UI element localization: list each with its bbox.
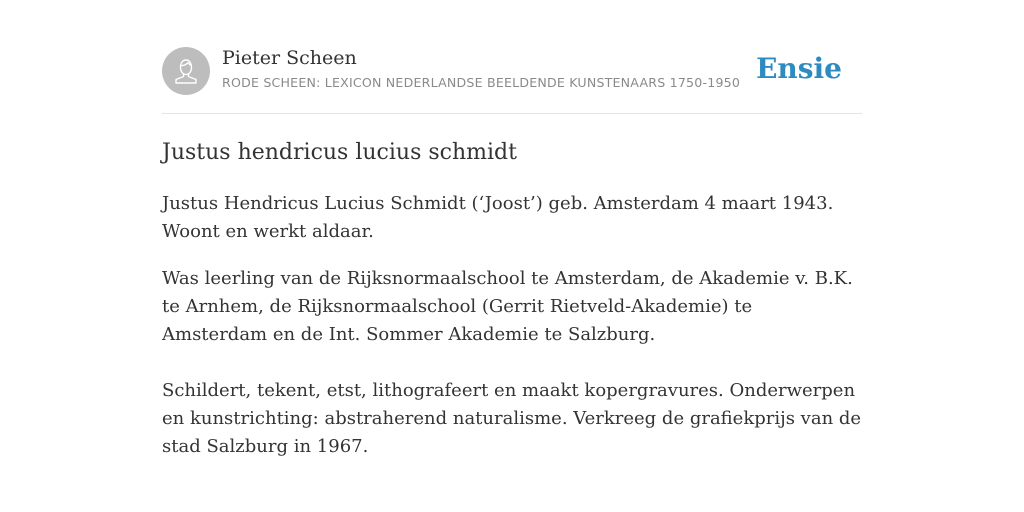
article-header [162,0,862,114]
article-card [162,0,862,457]
author-name[interactable]: Pieter Scheen [222,47,357,69]
author-avatar[interactable] [162,47,210,95]
paragraph: Was leerling van de Rijksnormaalschool te Amsterdam, de Akademie v. B.K. te Arnhem, de Rijksnormaalschool (Gerrit Rietveld-Akademie) te Amsterdam en de Int. Sommer Akademie te Salzburg. [162,268,853,345]
article-title: Justus hendricus lucius schmidt [162,140,517,165]
paragraph: Schildert, tekent, etst, lithografeert en maakt kopergravures. Onderwerpen en kunstrichting: abstraherend naturalisme. Verkreeg de grafiekprijs van de stad Salzburg in 1967. [162,380,862,457]
paragraph: Justus Hendricus Lucius Schmidt (‘Joost’) geb. Amsterdam 4 maart 1943. Woont en werkt aldaar. [162,193,834,242]
brand-logo[interactable]: Ensie [756,52,842,85]
article-body [162,190,862,480]
source-title[interactable]: RODE SCHEEN: LEXICON NEDERLANDSE BEELDENDE KUNSTENAARS 1750-1950 [222,75,741,90]
user-silhouette-icon [162,47,210,95]
